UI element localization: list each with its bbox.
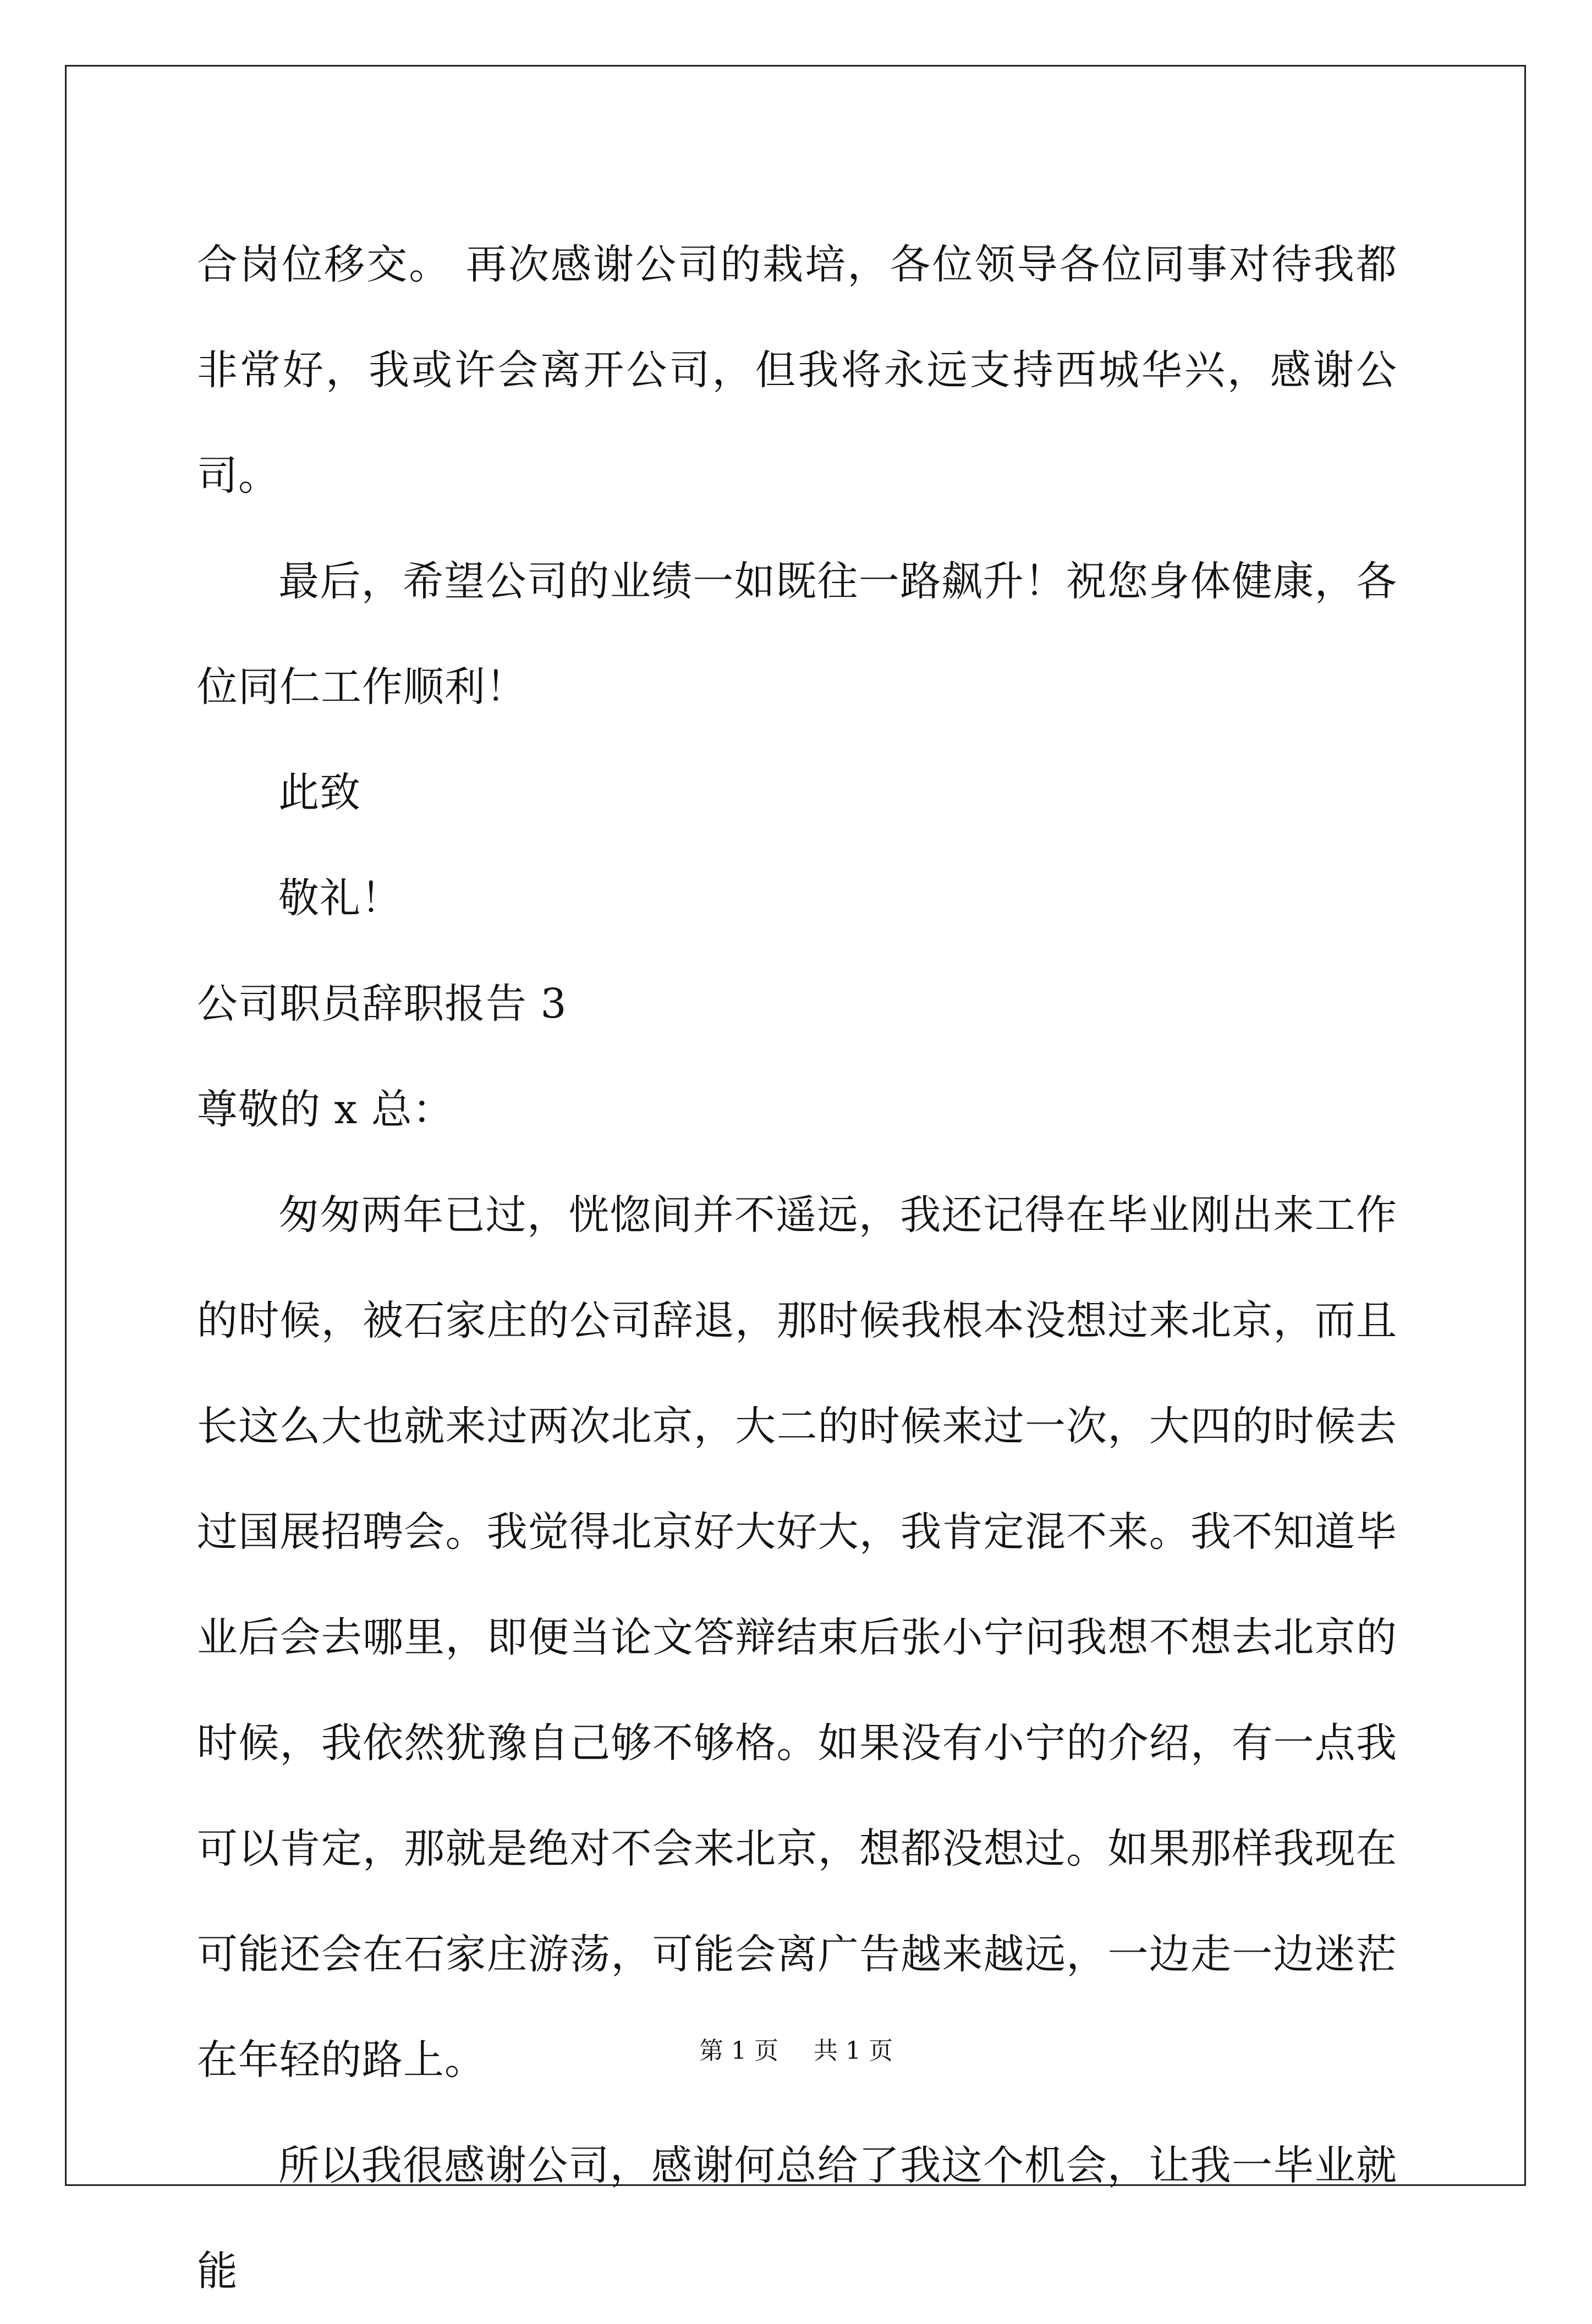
section-title: 公司职员辞职报告 3 bbox=[197, 980, 567, 1028]
paragraph-closing-2: 敬礼！ bbox=[278, 875, 402, 922]
page-number: 第 1 页 bbox=[699, 2037, 778, 2065]
paragraph-1: 合岗位移交。 再次感谢公司的栽培，各位领导各位同事对待我都非常好，我或许会离开公司，但我将永远支持西城华兴，感谢公司。 bbox=[197, 241, 1397, 499]
page-total: 共 1 页 bbox=[814, 2037, 893, 2065]
page-footer bbox=[0, 2031, 1592, 2066]
paragraph-closing-1: 此致 bbox=[278, 769, 361, 816]
document-body bbox=[197, 212, 1397, 2324]
paragraph-2: 最后，希望公司的业绩一如既往一路飙升！祝您身体健康，各位同仁工作顺利！ bbox=[197, 558, 1397, 711]
paragraph-4: 所以我很感谢公司，感谢何总给了我这个机会，让我一毕业就能 bbox=[197, 2142, 1397, 2295]
salutation: 尊敬的 x 总： bbox=[197, 1086, 454, 1133]
paragraph-3: 匆匆两年已过，恍惚间并不遥远，我还记得在毕业刚出来工作的时候，被石家庄的公司辞退，那时候我根本没想过来北京，而且长这么大也就来过两次北京，大二的时候来过一次，大四的时候去过国展招聘会。我觉得北京好大好大，我肯定混不来。我不知道毕业后会去哪里，即便当论文答辩结束后张小宁问我想不想去北京的时候，我依然犹豫自己够不够格。如果没有小宁的介绍，有一点我可以肯定，那就是绝对不会来北京，想都没想过。如果那样我现在可能还会在石家庄游荡，可能会离广告越来越远，一边走一边迷茫在年轻的路上。 bbox=[197, 1191, 1397, 2084]
